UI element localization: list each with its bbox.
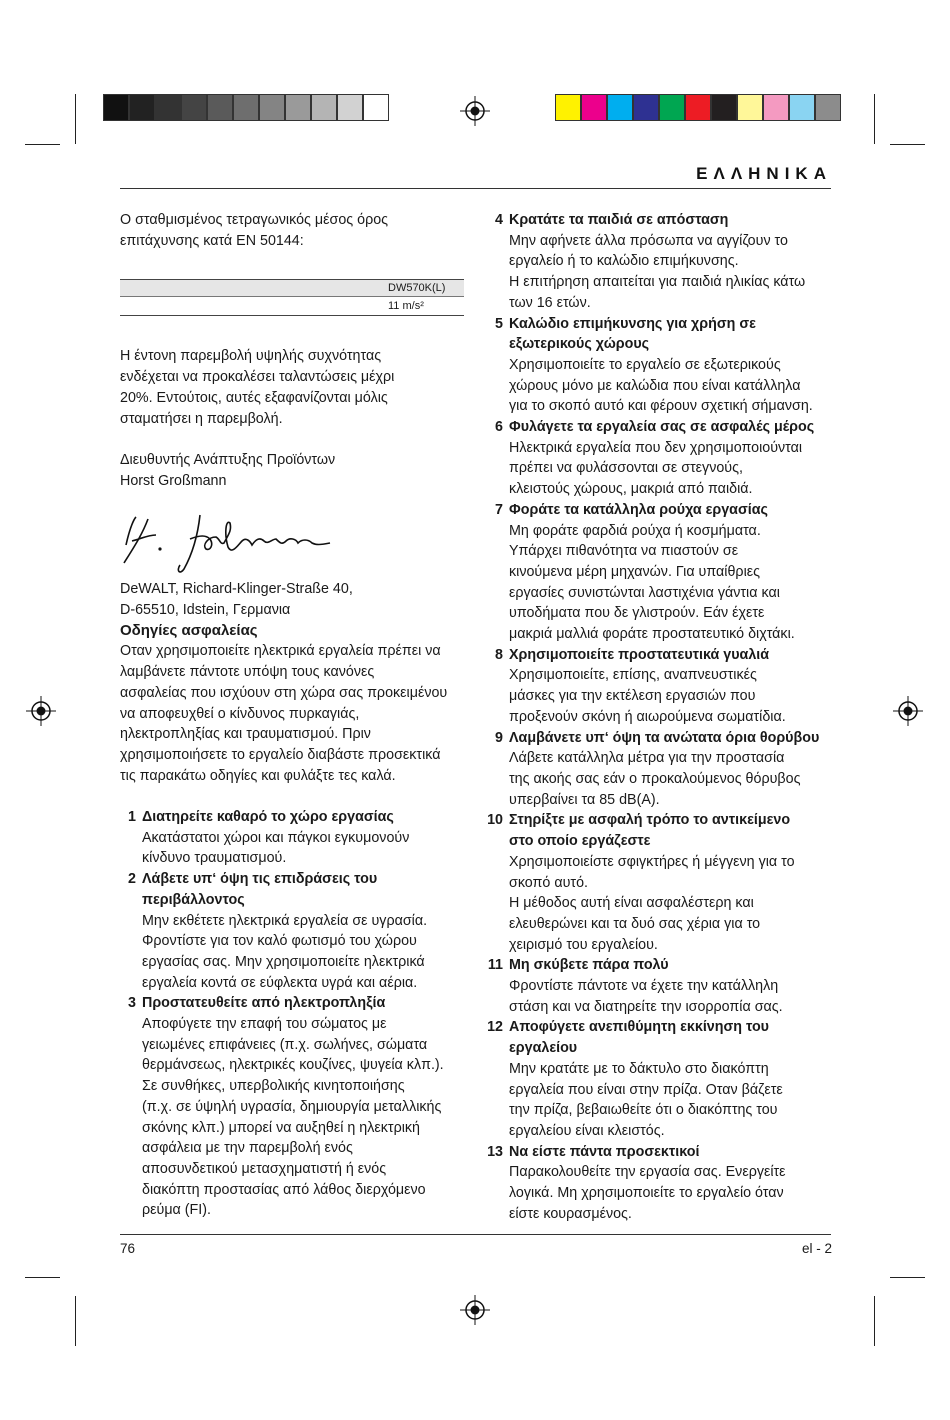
safety-item-text: μάσκες για την εκτέλεση εργασιών που: [509, 688, 756, 705]
color-swatch: [207, 94, 233, 121]
safety-item-text: Φροντίστε πάντοτε να έχετε την κατάλληλη: [509, 978, 779, 995]
color-swatch: [363, 94, 389, 121]
safety-item-title: Καλώδιο επιμήκυνσης για χρήση σε: [509, 315, 756, 332]
header-rule: [120, 188, 831, 189]
safety-item-title: εργαλείου: [509, 1040, 578, 1057]
color-swatch: [633, 94, 659, 121]
safety-item-number: 2: [128, 871, 136, 888]
safety-item-text: Αποφύγετε την επαφή του σώματος με: [142, 1016, 387, 1033]
vibration-table-value: 11 m/s²: [120, 297, 464, 316]
color-swatch: [581, 94, 607, 121]
safety-item-text: την πρίζα, βεβαιωθείτε ότι ο διακόπτης του: [509, 1102, 778, 1119]
safety-item-title: εξωτερικούς χώρους: [509, 336, 650, 353]
safety-item-number: 13: [487, 1143, 503, 1160]
safety-item-text: αποσυνδετικού μετασχηματιστή ή ενός: [142, 1160, 387, 1177]
crop-mark: [890, 1277, 925, 1278]
safety-item: [120, 869, 470, 993]
registration-mark-icon: [26, 696, 56, 726]
safety-item-text: Σε συνθήκες, υπερβολικής κινητοποιήσης: [142, 1078, 405, 1095]
safety-item-text: Χρησιμοποιείτε το εργαλείο σε εξωτερικούς: [509, 356, 781, 373]
director-title: Διευθυντής Ανάπτυξης Προϊόντων: [120, 451, 336, 468]
safety-item-text: Παρακολουθείτε την εργασία σας. Ενεργείτε: [509, 1164, 786, 1181]
vibration-intro: Ο σταθμισμένος τετραγωνικός μέσος όρος επιτάχυνσης κατά EN 50144:: [120, 212, 389, 249]
safety-item-text: χώρους μόνο με καλώδια που είναι κατάλληλα: [509, 377, 801, 394]
safety-item-text: θερμάνσεως, ηλεκτρικές κουζίνες, ψυγεία κλπ.).: [142, 1057, 444, 1074]
safety-item: [487, 955, 837, 1017]
language-heading: ΕΛΛΗΝΙΚΑ: [696, 164, 832, 183]
safety-list-left: [120, 807, 470, 1221]
safety-item-text: ασφάλεια με την παρεμβολή ενός: [142, 1140, 353, 1157]
safety-item-number: 3: [128, 995, 136, 1012]
safety-item: [120, 807, 470, 869]
color-swatch: [685, 94, 711, 121]
safety-list-right: [487, 210, 837, 1224]
safety-item: [120, 993, 470, 1221]
color-swatch: [103, 94, 129, 121]
safety-item-title: Κρατάτε τα παιδιά σε απόσταση: [509, 212, 729, 228]
safety-item-text: ρεύμα (FI).: [142, 1202, 211, 1219]
safety-item-text: Μην εκθέτετε ηλεκτρικά εργαλεία σε υγρασία.: [142, 912, 428, 929]
safety-item: [487, 1142, 837, 1225]
crop-mark: [874, 94, 875, 144]
safety-item-text: σκόνης κλπ.) μπορεί να αυξηθεί η ηλεκτρική: [142, 1119, 420, 1136]
registration-mark-icon: [893, 696, 923, 726]
safety-item-text: Μην αφήνετε άλλα πρόσωπα να αγγίζουν το: [509, 232, 788, 249]
safety-item-text: Η μέθοδος αυτή είναι ασφαλέστερη και: [509, 895, 754, 912]
color-swatch: [789, 94, 815, 121]
safety-item-text: προξενούν σκόνη ή αιωρούμενα σωματίδια.: [509, 708, 786, 725]
safety-item-title: Να είστε πάντα προσεκτικοί: [509, 1143, 700, 1160]
safety-item-text: εργαλείο ή το καλώδιο επιμήκυνσης.: [509, 253, 739, 270]
safety-item-text: γειωμένες επιφάνειες (π.χ. σωλήνες, σώματα: [142, 1036, 428, 1053]
color-swatch: [763, 94, 789, 121]
registration-mark-icon: [460, 1295, 490, 1325]
safety-item: [487, 810, 837, 955]
safety-item-number: 12: [487, 1019, 503, 1036]
safety-item-text: εργαλείου είναι κλειστός.: [509, 1122, 665, 1139]
left-column: [120, 210, 470, 1221]
right-column: [487, 210, 837, 1224]
safety-item-text: της ακοής σας εάν ο προκαλούμενος θόρυβος: [509, 770, 801, 787]
safety-item-text: κίνδυνο τραυματισμού.: [142, 850, 287, 867]
crop-mark: [890, 144, 925, 145]
registration-mark-icon: [460, 96, 490, 126]
color-swatch: [233, 94, 259, 121]
crop-mark: [75, 94, 76, 144]
safety-item-text: εργαλεία κοντά σε εύφλεκτα υγρά και αέρια.: [142, 974, 418, 991]
color-swatch: [607, 94, 633, 121]
safety-item-text: ελευθερώνει και τα δυό σας χέρια για το: [509, 915, 761, 932]
safety-item-text: λογικά. Μη χρησιμοποιείτε το εργαλείο όταν: [509, 1185, 784, 1202]
safety-item-text: είστε κουρασμένος.: [509, 1205, 632, 1222]
director-name: Horst Großmann: [120, 472, 227, 489]
safety-item-title: Διατηρείτε καθαρό το χώρο εργασίας: [142, 809, 394, 826]
safety-item-text: υποδήματα που δε γλιστρούν. Εάν έχετε: [509, 605, 765, 622]
safety-item-text: Μη φοράτε φαρδιά ρούχα ή κοσμήματα.: [509, 522, 761, 539]
safety-item-text: κινούμενα μέρη μηχανών. Για υπαίθριες: [509, 563, 761, 580]
color-swatch: [259, 94, 285, 121]
safety-title: Οδηγίες ασφαλείας: [120, 621, 258, 639]
footer-rule: [120, 1234, 831, 1235]
color-swatch: [129, 94, 155, 121]
safety-item-number: 5: [495, 315, 503, 332]
color-swatch: [311, 94, 337, 121]
safety-item-title: Μη σκύβετε πάρα πολύ: [509, 957, 669, 974]
safety-item: [487, 500, 837, 645]
safety-item-text: εργασίες συνιστώνται λαστιχένια γάντια και: [509, 584, 780, 601]
color-swatch: [181, 94, 207, 121]
safety-item-text: Φροντίστε για τον καλό φωτισμό του χώρου: [142, 933, 417, 950]
safety-item-title: Φυλάγετε τα εργαλεία σας σε ασφαλές μέρος: [509, 419, 815, 436]
safety-item-text: Χρησιμοποιείτε, επίσης, αναπνευστικές: [509, 667, 757, 684]
safety-item-text: Λάβετε κατάλληλα μέτρα για την προστασία: [509, 750, 785, 767]
safety-item-text: Χρησιμοποιείστε σφιγκτήρες ή μέγγενη για το: [509, 853, 795, 870]
color-swatch: [285, 94, 311, 121]
safety-item-text: υπερβαίνει τα 85 dB(A).: [509, 791, 660, 808]
safety-item-title: Στηρίξτε με ασφαλή τρόπο το αντικείμενο: [509, 812, 791, 829]
safety-item-text: στάση και να διατηρείτε την ισορροπία σας.: [509, 998, 783, 1015]
crop-mark: [75, 1296, 76, 1346]
safety-item: [487, 417, 837, 500]
safety-item: [487, 210, 837, 314]
interference-note: Η έντονη παρεμβολή υψηλής συχνότητας ενδέχεται να προκαλέσει ταλαντώσεις μέχρι 20%. Εντούτοις, αυτές εξαφανίζονται μόλις σταματήσει η παρεμβολή.: [120, 348, 395, 427]
color-swatch: [659, 94, 685, 121]
safety-item-number: 1: [128, 809, 136, 826]
safety-item-text: μακριά μαλλιά φοράτε προστατευτικό διχτάκι.: [509, 626, 795, 643]
color-calibration-bar: [555, 94, 841, 121]
safety-item-title: Λαμβάνετε υπ‘ όψη τα ανώτατα όρια θορύβου: [509, 729, 820, 746]
safety-item-number: 9: [495, 729, 503, 746]
safety-item-number: 11: [487, 957, 503, 974]
safety-item-title: Λάβετε υπ‘ όψη τις επιδράσεις του: [142, 871, 378, 888]
address: DeWALT, Richard-Klinger-Straße 40, D-65510, Idstein, Γερμανια: [120, 581, 353, 619]
safety-item-text: Η επιτήρηση απαιτείται για παιδιά ηλικίας κάτω: [509, 274, 806, 291]
safety-item-text: πρέπει να φυλάσσονται σε στεγνούς,: [509, 460, 743, 477]
page-number-right: el - 2: [801, 1241, 832, 1256]
safety-item-text: των 16 ετών.: [509, 294, 591, 311]
safety-item-text: για το σκοπό αυτό και φέρουν σχετική σήμανση.: [509, 398, 813, 415]
safety-item-number: 4: [495, 212, 503, 228]
safety-item-number: 6: [495, 419, 503, 436]
safety-item-number: 7: [495, 501, 503, 518]
safety-item-text: εργαλεία που είναι στην πρίζα. Οταν βάζετε: [509, 1081, 783, 1098]
safety-item-text: Ηλεκτρικά εργαλεία που δεν χρησιμοποιούνται: [509, 439, 803, 456]
safety-item: [487, 1017, 837, 1141]
safety-item-title: Χρησιμοποιείτε προστατευτικά γυαλιά: [509, 646, 770, 663]
vibration-table: [120, 279, 464, 316]
safety-item-text: σκοπό αυτό.: [509, 874, 588, 891]
safety-item-title: Φοράτε τα κατάλληλα ρούχα εργασίας: [509, 501, 768, 518]
safety-item: [487, 645, 837, 728]
safety-item: [487, 728, 837, 811]
safety-item-text: χειρισμό του εργαλείου.: [509, 936, 658, 953]
color-swatch: [337, 94, 363, 121]
gray-calibration-bar: [103, 94, 389, 121]
safety-item-text: διακόπτη προστασίας από λάθος διερχόμενο: [142, 1181, 426, 1198]
vibration-table-model: DW570K(L): [120, 279, 464, 297]
safety-item-title: περιβάλλοντος: [142, 891, 245, 908]
safety-item-text: (π.χ. σε ύψηλή υγρασία, δημιουργία μεταλλικής: [142, 1098, 442, 1115]
color-swatch: [737, 94, 763, 121]
safety-item-title: Προστατευθείτε από ηλεκτροπληξία: [142, 995, 386, 1012]
safety-intro: Οταν χρησιμοποιείτε ηλεκτρικά εργαλεία πρέπει να λαμβάνετε πάντοτε υπόψη τους κανόνες ασφαλείας που ισχύουν στη χώρα σας προκειμένου να αποφευχθεί ο κίνδυνος πυρκαγιάς, ηλεκτροπληξίας και τραυματισμού. Πριν χρησιμοποιήσετε το εργαλείο διαβάστε προσεκτικά τις παρακάτω οδηγίες και φυλάξτε τες καλά.: [120, 643, 448, 784]
safety-item-text: κλειστούς χώρους, μακριά από παιδιά.: [509, 481, 753, 498]
signature: [120, 505, 335, 573]
page-number-left: 76: [120, 1241, 136, 1256]
safety-item-number: 8: [495, 646, 503, 663]
safety-item-text: Υπάρχει πιθανότητα να πιαστούν σε: [509, 543, 739, 560]
safety-item-number: 10: [487, 812, 503, 829]
crop-mark: [25, 144, 60, 145]
safety-item-text: εργασίας σας. Μην χρησιμοποιείτε ηλεκτρικά: [142, 953, 425, 970]
safety-item-title: στο οποίο εργάζεστε: [509, 833, 651, 850]
color-swatch: [815, 94, 841, 121]
safety-item-text: Ακατάστατοι χώροι και πάγκοι εγκυμονούν: [142, 829, 410, 846]
safety-item-title: Αποφύγετε ανεπιθύμητη εκκίνηση του: [509, 1019, 769, 1036]
color-swatch: [155, 94, 181, 121]
color-swatch: [555, 94, 581, 121]
crop-mark: [874, 1296, 875, 1346]
safety-item-text: Μην κρατάτε με το δάκτυλο στο διακόπτη: [509, 1060, 769, 1077]
crop-mark: [25, 1277, 60, 1278]
safety-item: [487, 314, 837, 418]
color-swatch: [711, 94, 737, 121]
